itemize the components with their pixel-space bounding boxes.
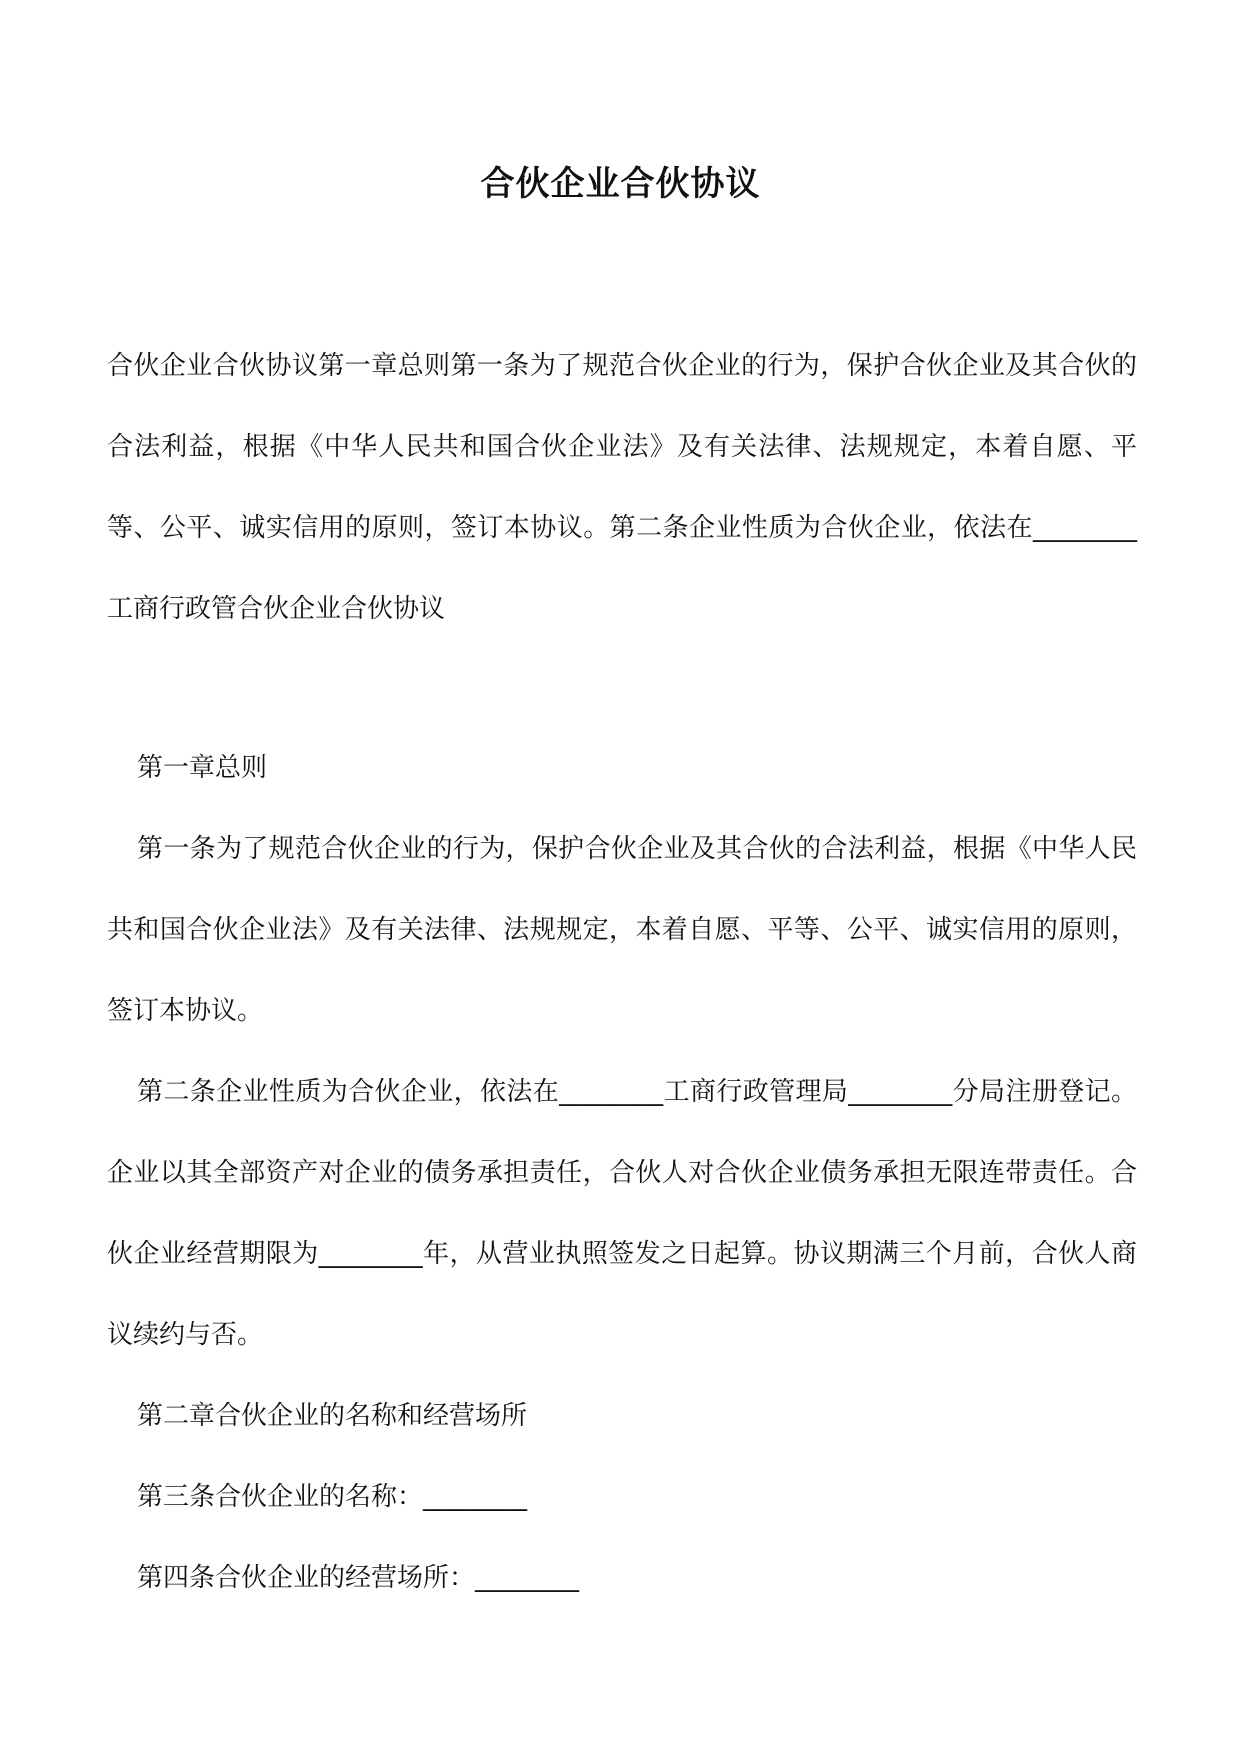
article-3-paragraph: 第三条合伙企业的名称：________ — [137, 1482, 528, 1512]
chapter-1-heading: 第一章总则 — [137, 753, 268, 783]
document-body — [107, 728, 1137, 1619]
article-1-paragraph: 第一条为了规范合伙企业的行为，保护合伙企业及其合伙的合法利益，根据《中华人民共和国合伙企业法》及有关法律、法规规定，本着自愿、平等、公平、诚实信用的原则，签订本协议。 — [107, 834, 1137, 1026]
summary-paragraph: 合伙企业合伙协议第一章总则第一条为了规范合伙企业的行为，保护合伙企业及其合伙的合法利益，根据《中华人民共和国合伙企业法》及有关法律、法规规定，本着自愿、平等、公平、诚实信用的原则，签订本协议。第二条企业性质为合伙企业，依法在________工商行政管合伙企业合伙协议 — [107, 351, 1137, 624]
article-2-paragraph: 第二条企业性质为合伙企业，依法在________工商行政管理局________分局注册登记。企业以其全部资产对企业的债务承担责任，合伙人对合伙企业债务承担无限连带责任。合伙企业经营期限为________年，从营业执照签发之日起算。协议期满三个月前，合伙人商议续约与否。 — [107, 1077, 1137, 1350]
chapter-2-heading: 第二章合伙企业的名称和经营场所 — [137, 1401, 528, 1431]
document-title: 合伙企业合伙协议 — [480, 164, 761, 204]
article-4-paragraph: 第四条合伙企业的经营场所：________ — [137, 1563, 580, 1593]
